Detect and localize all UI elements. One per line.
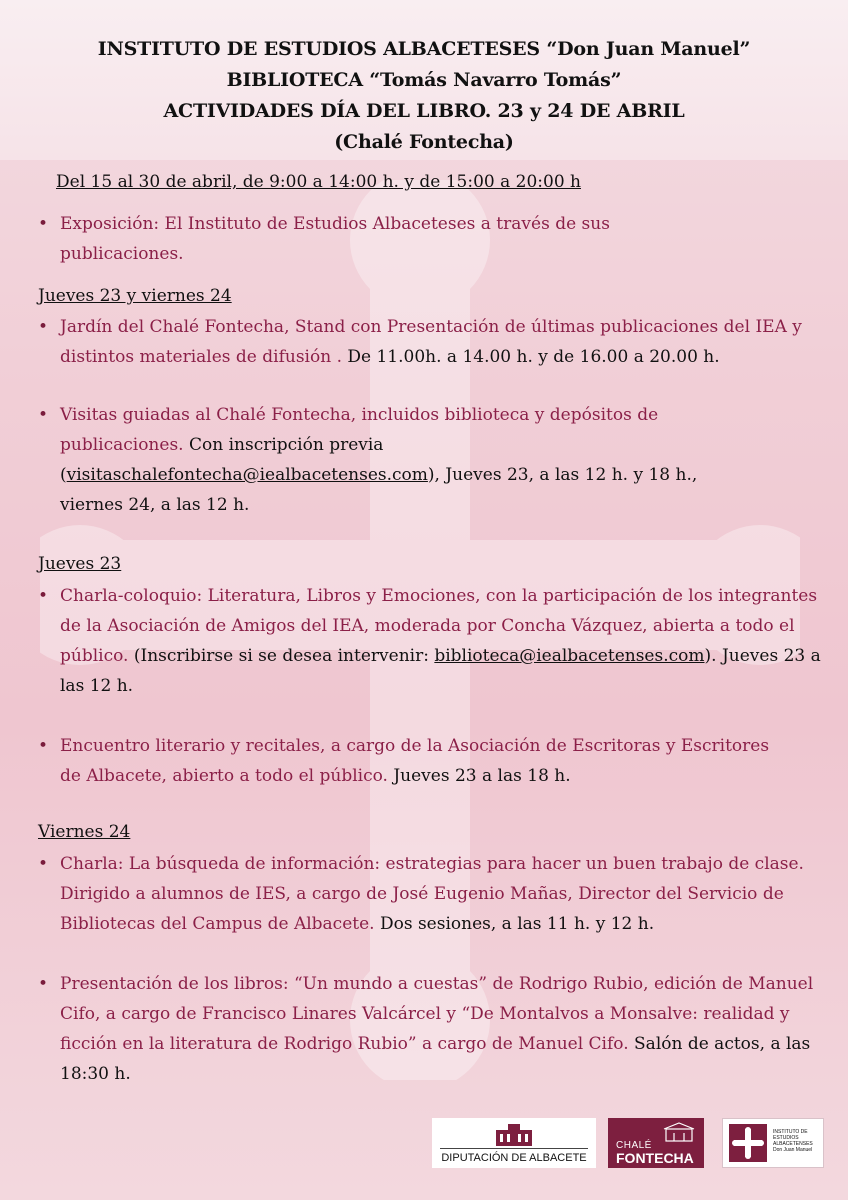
diputacion-logo: [432, 1118, 596, 1168]
bullet-icon: •: [38, 317, 49, 337]
bullet-icon: •: [38, 214, 49, 234]
charla-coloquio-description: Charla-coloquio: Literatura, Libros y Emociones, con la participación de los integrantes de la Asociación de Amigos del IEA, moderada por Concha Vázquez, abierta a todo el público.: [60, 586, 818, 666]
fontecha-label: FONTECHA: [616, 1150, 694, 1166]
visitas-email-link[interactable]: visitaschalefontecha@iealbacetenses.com: [66, 465, 428, 485]
bullet-icon: •: [38, 586, 49, 606]
chale-label: CHALÉ: [616, 1140, 652, 1151]
section-title-thu-fri: Jueves 23 y viernes 24: [38, 286, 232, 306]
header-title-library: BIBLIOTECA “Tomás Navarro Tomás”: [226, 69, 622, 91]
visitas-description: Visitas guiadas al Chalé Fontecha, incluidos biblioteca y depósitos de publicaciones.: [60, 405, 659, 455]
charla-schedule: Dos sesiones, a las 11 h. y 12 h.: [379, 914, 655, 934]
list-item-charla-coloquio: [38, 581, 828, 701]
list-item-visitas: [38, 400, 828, 520]
encuentro-schedule: Jueves 23 a las 18 h.: [393, 766, 571, 786]
header-title-institute: INSTITUTO DE ESTUDIOS ALBACETESES “Don Juan Manuel”: [97, 38, 751, 60]
section-title-fri: Viernes 24: [38, 822, 131, 842]
diputacion-label: DIPUTACIÓN DE ALBACETE: [441, 1152, 587, 1164]
encuentro-description: Encuentro literario y recitales, a cargo de la Asociación de Escritoras y Escritores de Albacete, abierto a todo el público.: [60, 736, 770, 786]
presentacion-description: Presentación de los libros: “Un mundo a cuestas” de Rodrigo Rubio, edición de Manuel Cifo, a cargo de Francisco Linares Valcárcel y “De Montalvos a Monsalve: realidad y ficción en la literatura de Rodrigo Rubio” a cargo de Manuel Cifo.: [60, 974, 814, 1054]
iea-logo: [722, 1118, 824, 1168]
list-item-encuentro: [38, 731, 828, 791]
header-title-location: (Chalé Fontecha): [334, 131, 514, 153]
sponsor-logos: [0, 1118, 848, 1170]
bullet-icon: •: [38, 736, 49, 756]
opening-hours: Del 15 al 30 de abril, de 9:00 a 14:00 h. y de 15:00 a 20:00 h: [56, 172, 581, 192]
stand-schedule: De 11.00h. a 14.00 h. y de 16.00 a 20.00 h.: [347, 347, 720, 367]
stand-description: Jardín del Chalé Fontecha, Stand con Presentación de últimas publicaciones del IEA y distintos materiales de difusión .: [60, 317, 802, 367]
presentacion-schedule: Salón de actos, a las 18:30 h.: [60, 1034, 811, 1084]
exposicion-text: Exposición: El Instituto de Estudios Albaceteses a través de sus publicaciones.: [60, 214, 610, 264]
visitas-pre: Con inscripción previa (: [60, 435, 384, 485]
divider: [440, 1148, 588, 1149]
visitas-schedule: ), Jueves 23, a las 12 h. y 18 h., viernes 24, a las 12 h.: [60, 465, 698, 515]
list-item-presentacion: [38, 969, 828, 1089]
iea-label: INSTITUTO DE ESTUDIOS ALBACETENSES Don Juan Manuel: [773, 1129, 813, 1153]
bullet-icon: •: [38, 854, 49, 874]
chale-building-icon: [662, 1121, 698, 1143]
charla-coloquio-schedule: ). Jueves 23 a las 12 h.: [60, 646, 821, 696]
biblioteca-email-link[interactable]: biblioteca@iealbacetenses.com: [434, 646, 705, 666]
cross-icon: [729, 1124, 767, 1162]
bullet-icon: •: [38, 974, 49, 994]
chale-fontecha-logo: [608, 1118, 704, 1168]
list-item-exposicion: [38, 209, 828, 269]
header-title-activities: ACTIVIDADES DÍA DEL LIBRO. 23 y 24 DE ABRIL: [163, 100, 685, 122]
list-item-charla: [38, 849, 828, 939]
iea-cross-emblem: [729, 1124, 767, 1162]
building-icon: [494, 1122, 534, 1148]
charla-description: Charla: La búsqueda de información: estrategias para hacer un buen trabajo de clase. Dirigido a alumnos de IES, a cargo de José Eugenio Mañas, Director del Servicio de Bibliotecas del Campus de Albacete.: [60, 854, 804, 934]
charla-coloquio-pre: (Inscribirse si se desea intervenir:: [133, 646, 435, 666]
header: [0, 34, 848, 158]
bullet-icon: •: [38, 405, 49, 425]
section-title-thu: Jueves 23: [38, 554, 122, 574]
list-item-stand: [38, 312, 828, 372]
